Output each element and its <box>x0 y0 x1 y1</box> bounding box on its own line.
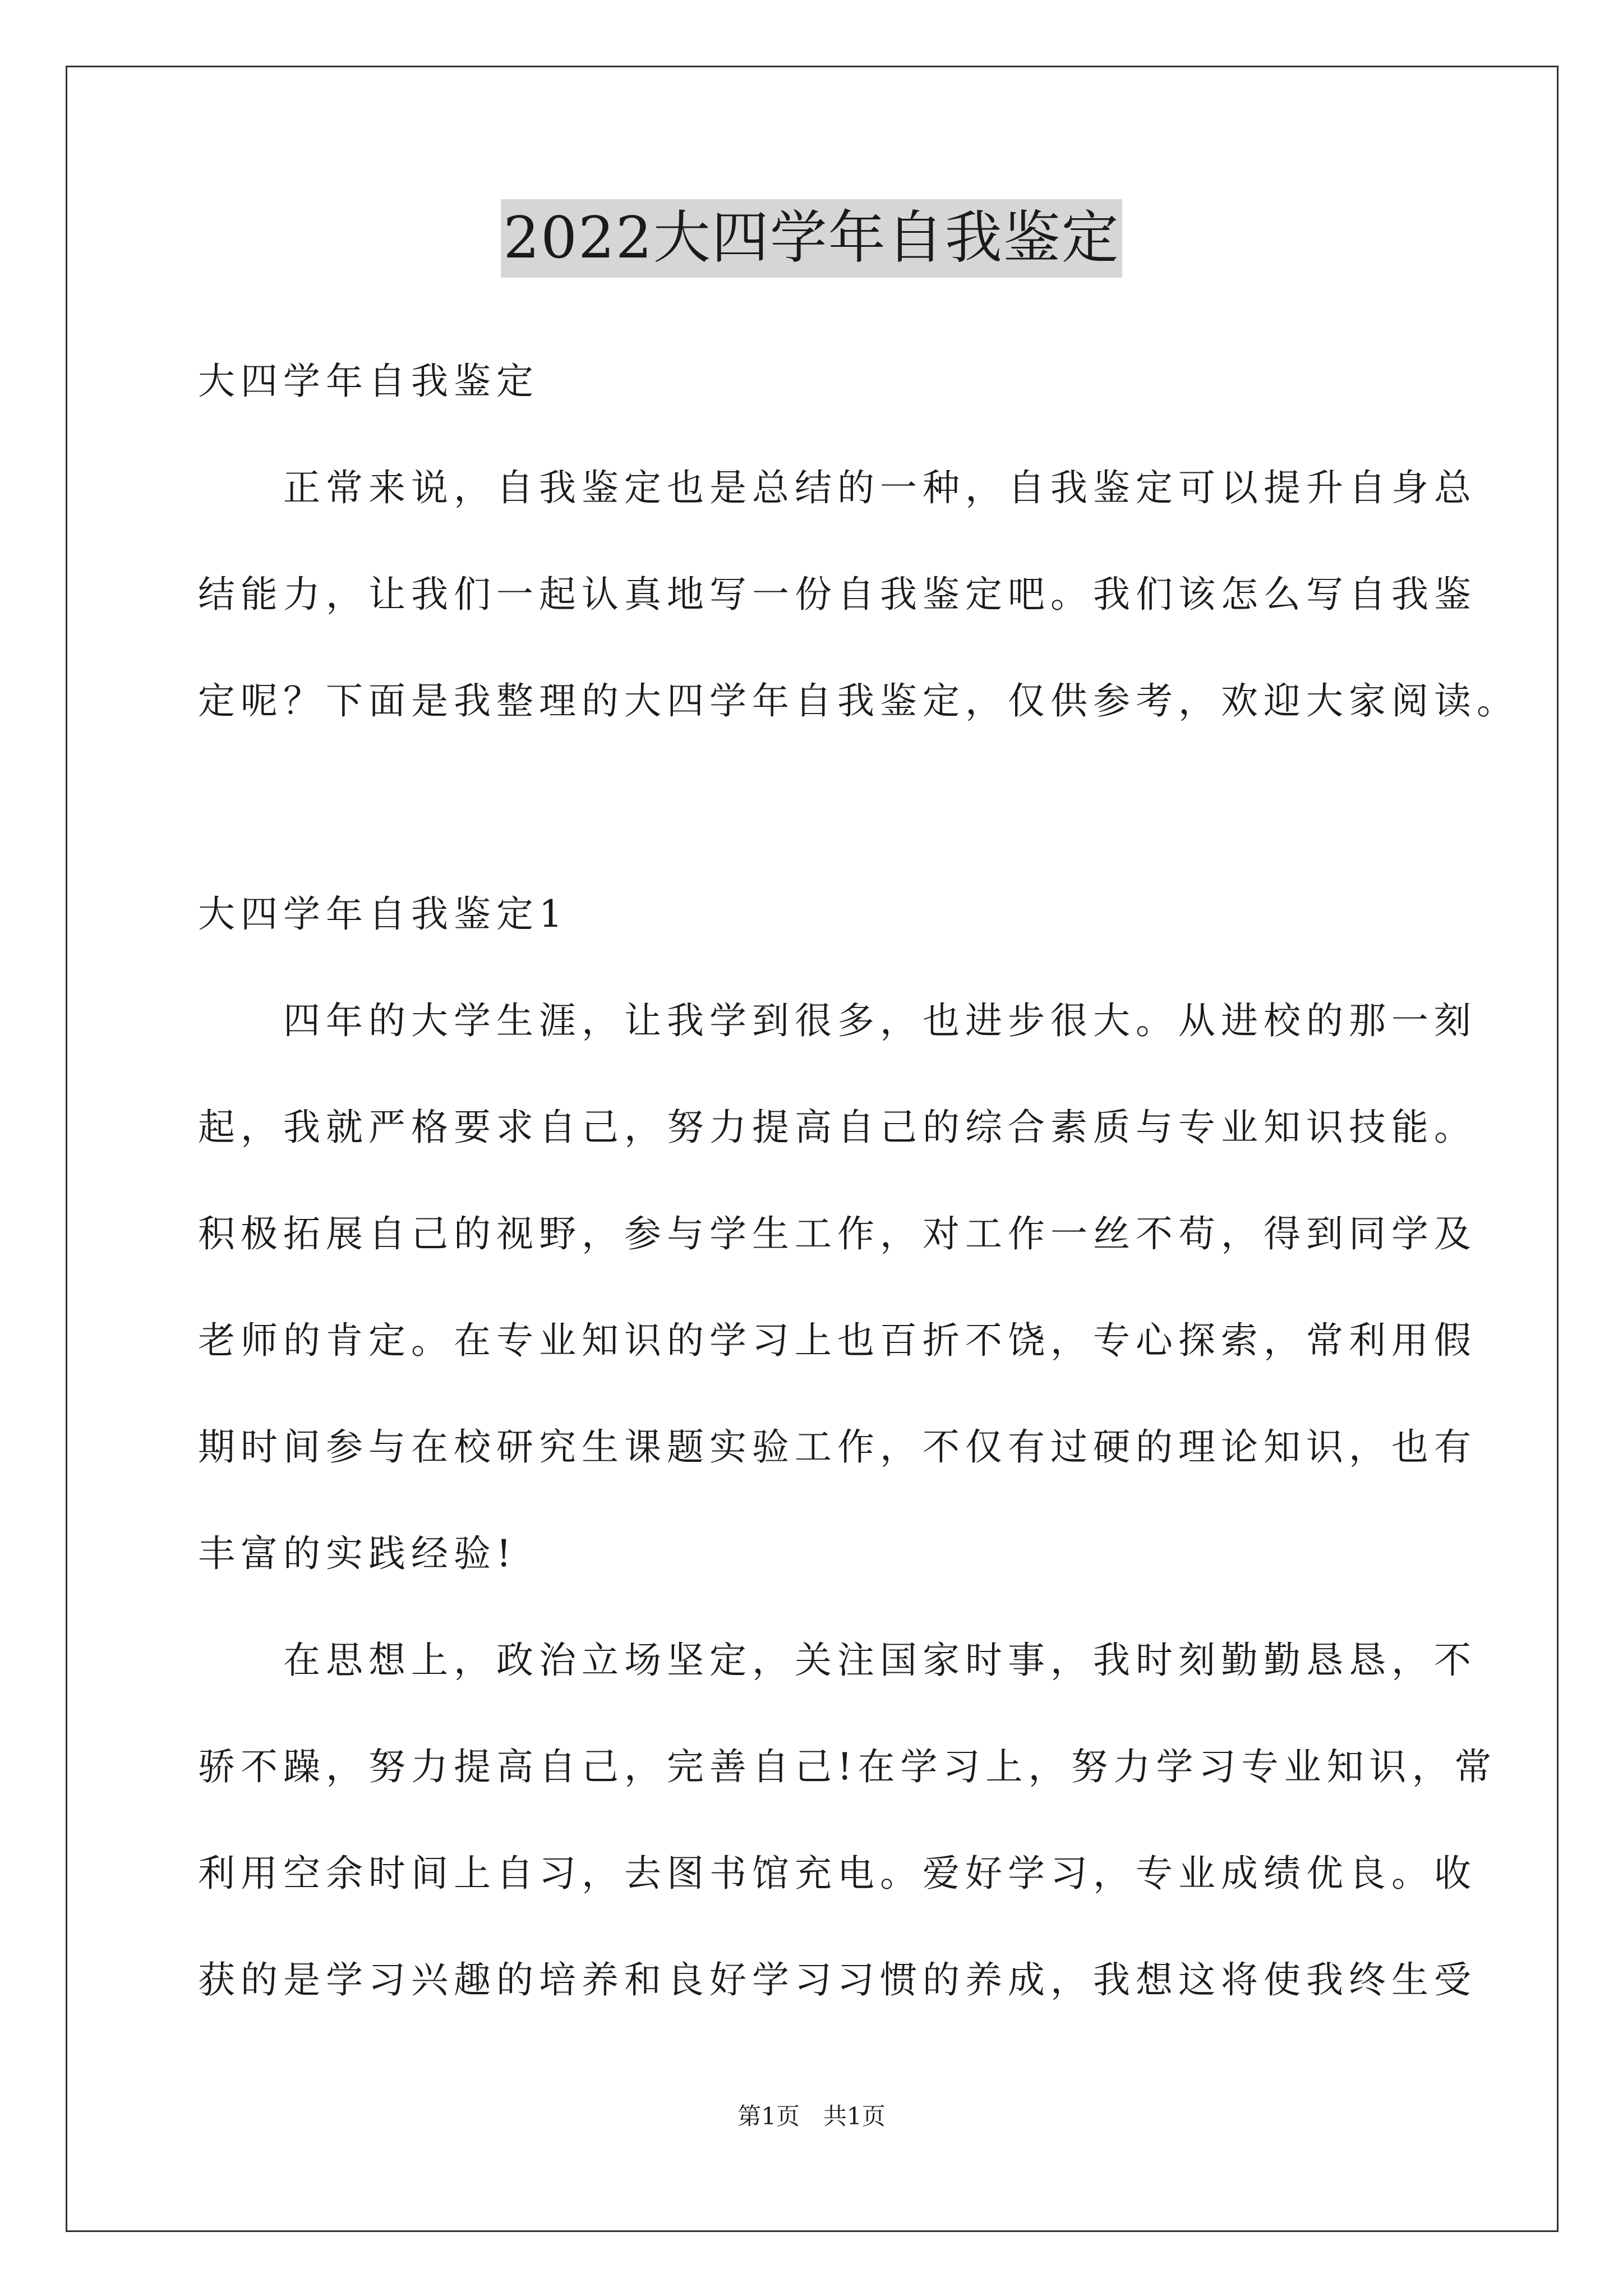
body-line: 定呢？下面是我整理的大四学年自我鉴定，仅供参考，欢迎大家阅读。 <box>198 679 1519 723</box>
body-line: 骄不躁，努力提高自己，完善自己!在学习上，努力学习专业知识，常 <box>198 1745 1497 1788</box>
body-line: 利用空余时间上自习，去图书馆充电。爱好学习，专业成绩优良。收 <box>198 1852 1477 1895</box>
section-heading: 大四学年自我鉴定1 <box>198 892 568 936</box>
body-line: 四年的大学生涯，让我学到很多，也进步很大。从进校的那一刻 <box>198 999 1477 1042</box>
body-line: 在思想上，政治立场坚定，关注国家时事，我时刻勤勤恳恳，不 <box>198 1639 1477 1682</box>
body-line: 结能力，让我们一起认真地写一份自我鉴定吧。我们该怎么写自我鉴 <box>198 573 1477 616</box>
section-heading: 大四学年自我鉴定 <box>198 360 539 403</box>
body-line: 正常来说，自我鉴定也是总结的一种，自我鉴定可以提升自身总 <box>198 466 1477 509</box>
body-line: 老师的肯定。在专业知识的学习上也百折不饶，专心探索，常利用假 <box>198 1319 1477 1362</box>
body-line: 期时间参与在校研究生课题实验工作，不仅有过硬的理论知识，也有 <box>198 1425 1477 1469</box>
body-line: 起，我就严格要求自己，努力提高自己的综合素质与专业知识技能。 <box>198 1106 1477 1149</box>
document-title: 2022大四学年自我鉴定 <box>501 199 1122 278</box>
body-line: 积极拓展自己的视野，参与学生工作，对工作一丝不苟，得到同学及 <box>198 1212 1477 1255</box>
body-line: 获的是学习兴趣的培养和良好学习习惯的养成，我想这将使我终生受 <box>198 1958 1477 2001</box>
body-line: 丰富的实践经验! <box>198 1532 517 1575</box>
page-footer: 第1页 共1页 <box>737 2102 886 2130</box>
title-container <box>0 199 1623 278</box>
